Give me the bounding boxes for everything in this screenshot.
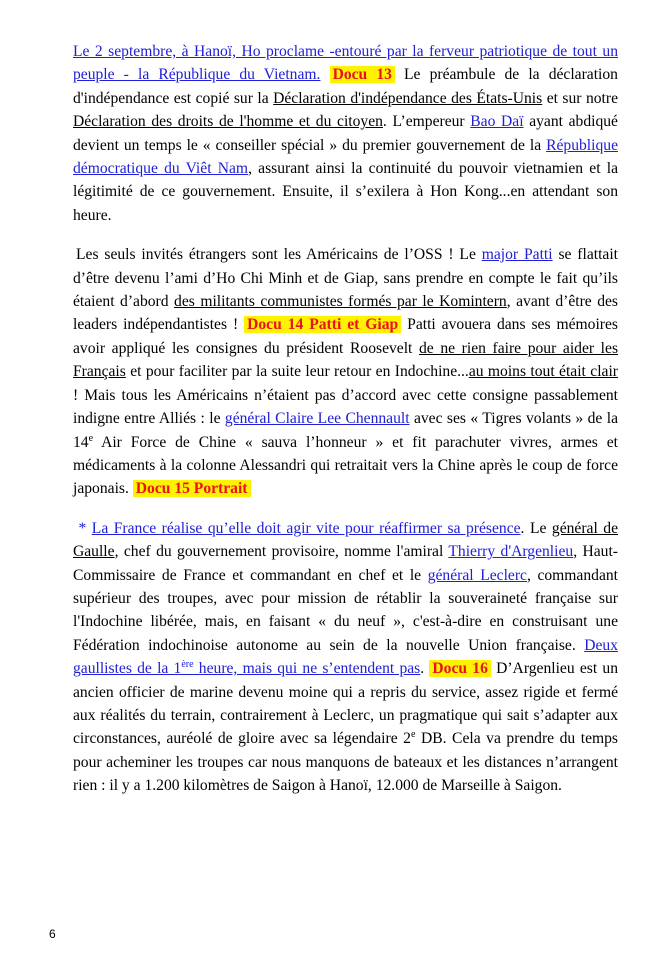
highlight-docu-14: Docu 14 Patti et Giap bbox=[244, 316, 401, 333]
underline-rights-declaration: Déclaration des droits de l'homme et du citoyen bbox=[73, 113, 383, 131]
link-major-patti[interactable]: major Patti bbox=[481, 246, 553, 264]
link-chennault[interactable]: général Claire Lee Chennault bbox=[224, 410, 410, 428]
text: . L’empereur bbox=[382, 113, 471, 131]
text: se flattait d’être devenu l’ami d’Ho Chi Minh et de Giap, sans prendre en compte le fait qu’ils étaient d’abord bbox=[73, 246, 618, 311]
page-number: 6 bbox=[49, 927, 56, 941]
text: , commandant supérieur des troupes, avec pour mission de rétablir la souveraineté française sur l'Indochine libérée, mais, en faisant « du neuf », c'est-à-dire en construisant une Fédération indochinoise autonome au sein de la nouvelle Union française. bbox=[73, 566, 618, 654]
text: . bbox=[420, 660, 430, 678]
highlight-docu-15: Docu 15 Portrait bbox=[133, 480, 251, 497]
text: avec ses « Tigres volants » de la 14 bbox=[73, 410, 618, 451]
paragraph-france bbox=[73, 517, 618, 798]
text: Patti avouera dans ses mémoires avoir appliqué les consignes du président Roosevelt bbox=[73, 316, 618, 357]
superscript: e bbox=[88, 432, 94, 444]
link-france-realise[interactable]: La France réalise qu’elle doit agir vite pour réaffirmer sa présence bbox=[91, 519, 521, 537]
bullet-asterisk: * bbox=[73, 519, 92, 537]
text: et sur notre bbox=[542, 89, 618, 107]
text: , chef du gouvernement provisoire, nomme l'amiral bbox=[114, 543, 449, 561]
paragraph-independence bbox=[73, 40, 618, 227]
link-deux-gaullistes[interactable]: Deux gaullistes de la 1ère heure, mais qui ne s’entendent pas bbox=[73, 636, 618, 678]
text: , Haut-Commissaire de France et commandant en chef et le bbox=[73, 543, 618, 584]
paragraph-americans bbox=[73, 243, 618, 500]
link-leclerc[interactable]: général Leclerc bbox=[427, 566, 527, 584]
underline-de-gaulle: général de Gaulle bbox=[73, 519, 618, 561]
highlight-docu-13: Docu 13 bbox=[330, 66, 395, 83]
link-bao-dai[interactable]: Bao Daï bbox=[470, 113, 524, 131]
underline-us-declaration: Déclaration d'indépendance des États-Unis bbox=[273, 89, 543, 107]
underline-komintern: des militants communistes formés par le Komintern bbox=[174, 293, 507, 311]
text: DB. Cela va prendre du temps pour acheminer les troupes car nous manquons de bateaux et les distances n’arrangent rien : il y a 1.200 kilomètres de Saigon à Hanoï, 12.000 de Marseille à Saigon. bbox=[73, 730, 618, 795]
text: D’Argenlieu est un ancien officier de marine devenu moine qui a repris du service, assez rigide et fermé aux réalités du terrain, contrairement à Leclerc, un pragmatique qui sait s’adapter aux circonstances, auréolé de gloire avec sa légendaire 2 bbox=[73, 660, 619, 748]
underline-tout-clair: au moins tout était clair bbox=[468, 363, 618, 381]
text: . Le bbox=[520, 519, 552, 537]
link-argenlieu[interactable]: Thierry d'Argenlieu bbox=[448, 543, 574, 561]
text: ayant abdiqué devient un temps le « conseiller spécial » du premier gouvernement de la bbox=[73, 113, 618, 154]
link-proclamation[interactable]: Le 2 septembre, à Hanoï, Ho proclame -entouré par la ferveur patriotique de tout un peuple - la République du Vietnam. bbox=[73, 43, 618, 84]
text: , assurant ainsi la continuité du pouvoir vietnamien et la légitimité de ce gouvernement. Ensuite, il s’exilera à Hon Kong...en attendant son heure. bbox=[73, 160, 618, 224]
text: , avant d’être des leaders indépendantistes ! bbox=[73, 293, 618, 334]
highlight-docu-16: Docu 16 bbox=[429, 660, 490, 677]
link-republique-vietnam[interactable]: République démocratique du Viêt Nam bbox=[73, 136, 618, 178]
underline-ne-rien-faire: de ne rien faire pour aider les Français bbox=[73, 339, 619, 381]
text: et pour faciliter par la suite leur retour en Indochine... bbox=[125, 363, 469, 381]
text: Air Force de Chine « sauva l’honneur » et fit parachuter vivres, armes et médicaments à la colonne Alessandri qui retraitait vers la Chine après le coup de force japonais. bbox=[73, 433, 618, 498]
text: ! Mais tous les Américains n’étaient pas d’accord avec cette consigne passablement indigne entre Alliés : le bbox=[73, 386, 618, 428]
superscript: e bbox=[410, 729, 416, 741]
text: Les seuls invités étrangers sont les Américains de l’OSS ! Le bbox=[76, 246, 482, 264]
document-page bbox=[73, 40, 618, 798]
text: Le préambule de la déclaration d'indépendance est copié sur la bbox=[73, 66, 618, 107]
